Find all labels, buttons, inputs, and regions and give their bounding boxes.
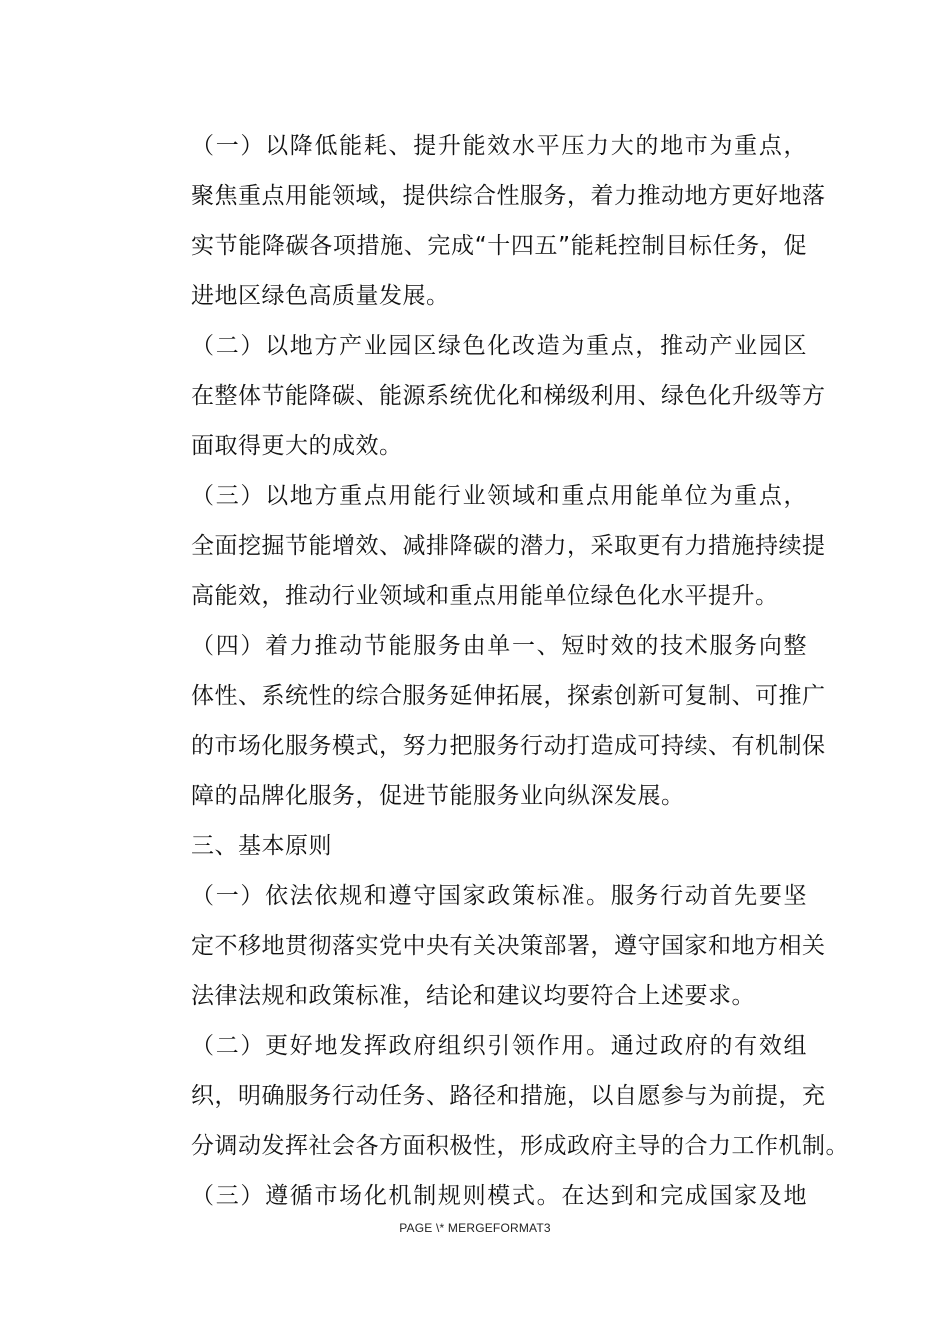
- paragraph-principle-1: [143, 871, 826, 1021]
- text-line: （二）以地方产业园区绿色化改造为重点，推动产业园区: [191, 333, 807, 359]
- text-line: 分调动发挥社会各方面积极性，形成政府主导的合力工作机制。: [191, 1133, 849, 1159]
- text-line: 聚焦重点用能领域，提供综合性服务，着力推动地方更好地落: [191, 183, 826, 209]
- text-line: （一）以降低能耗、提升能效水平压力大的地市为重点，: [191, 133, 807, 159]
- text-line: 全面挖掘节能增效、减排降碳的潜力，采取更有力措施持续提: [191, 533, 826, 559]
- heading-text: 三、基本原则: [191, 833, 332, 859]
- text-line: 高能效，推动行业领域和重点用能单位绿色化水平提升。: [191, 583, 779, 609]
- text-line: 实节能降碳各项措施、完成“十四五”能耗控制目标任务，促: [191, 233, 807, 259]
- text-line: 进地区绿色高质量发展。: [191, 283, 450, 309]
- text-line: 体性、系统性的综合服务延伸拓展，探索创新可复制、可推广: [191, 683, 826, 709]
- page-footer-field-code: PAGE \* MERGEFORMAT3: [399, 1221, 551, 1235]
- document-body: [143, 121, 849, 1221]
- text-line: 面取得更大的成效。: [191, 433, 403, 459]
- text-line: 障的品牌化服务，促进节能服务业向纵深发展。: [191, 783, 685, 809]
- text-line: （一）依法依规和遵守国家政策标准。服务行动首先要坚: [191, 883, 807, 909]
- paragraph-goal-4: [143, 621, 826, 821]
- text-line: （三）以地方重点用能行业领域和重点用能单位为重点，: [191, 483, 807, 509]
- paragraph-goal-1: [143, 121, 826, 321]
- text-line: （二）更好地发挥政府组织引领作用。通过政府的有效组: [191, 1033, 807, 1059]
- section-heading-basic-principles: [143, 821, 807, 871]
- text-line: 定不移地贯彻落实党中央有关决策部署，遵守国家和地方相关: [191, 933, 826, 959]
- paragraph-goal-3: [143, 471, 826, 621]
- text-line: 织，明确服务行动任务、路径和措施，以自愿参与为前提，充: [191, 1083, 826, 1109]
- text-line: （三）遵循市场化机制规则模式。在达到和完成国家及地: [191, 1183, 807, 1209]
- text-line: 的市场化服务模式，努力把服务行动打造成可持续、有机制保: [191, 733, 826, 759]
- text-line: 在整体节能降碳、能源系统优化和梯级利用、绿色化升级等方: [191, 383, 826, 409]
- text-line: （四）着力推动节能服务由单一、短时效的技术服务向整: [191, 633, 807, 659]
- paragraph-principle-2: [143, 1021, 849, 1171]
- text-line: 法律法规和政策标准，结论和建议均要符合上述要求。: [191, 983, 755, 1009]
- paragraph-principle-3: [143, 1171, 807, 1221]
- paragraph-goal-2: [143, 321, 826, 471]
